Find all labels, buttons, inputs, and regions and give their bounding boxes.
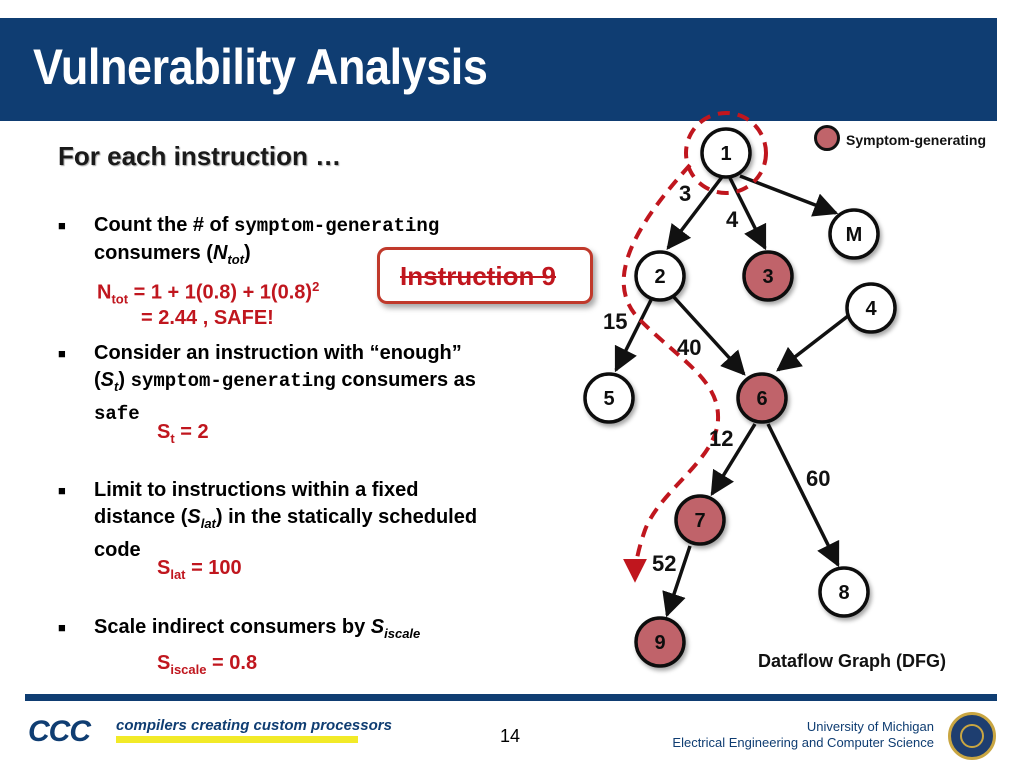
university-name: University of Michigan (806, 719, 934, 734)
node-1 (702, 129, 750, 177)
edge-6-8 (768, 424, 838, 565)
edge-1-2 (668, 177, 722, 248)
department-name: Electrical Engineering and Computer Science (672, 735, 934, 750)
slat-value: $S_{lat} = 100$ (157, 557, 242, 582)
edge-label: 4 (726, 207, 739, 232)
tagline-underline (116, 736, 358, 743)
bullet-limit-distance: Limit to instructions within a fixed distance $(S_{lat})$ in the statically scheduled code (94, 479, 478, 561)
st-value: $S_t = 2$ (157, 421, 209, 446)
svg-text:6: 6 (756, 388, 768, 410)
edge-4-6 (778, 316, 848, 370)
svg-text:7: 7 (694, 510, 706, 532)
node-8 (820, 568, 868, 616)
subheading: For each instruction … (58, 141, 342, 171)
node-2 (636, 252, 684, 300)
svg-text:M: M (845, 224, 863, 246)
svg-text:9: 9 (654, 632, 666, 654)
node-4 (847, 284, 895, 332)
edge-label: 12 (709, 426, 734, 451)
edge-label: 15 (603, 309, 628, 334)
ntot-formula: $N_{tot} = 1 + 1(0.8) + 1(0.8)^2$ (97, 279, 320, 307)
node-9 (636, 618, 684, 666)
node-5 (585, 374, 633, 422)
svg-text:3: 3 (762, 266, 774, 288)
svg-text:4: 4 (865, 298, 877, 320)
edge-label: 40 (677, 335, 702, 360)
svg-text:5: 5 (603, 388, 615, 410)
slide-title: Vulnerability Analysis (33, 39, 488, 95)
node-6 (738, 374, 786, 422)
university-seal (948, 712, 996, 760)
svg-text:1: 1 (720, 143, 732, 165)
footer-tagline: compilers creating custom processors (116, 717, 392, 734)
bullet-marker: ■ (58, 483, 66, 498)
page-number: 14 (500, 726, 521, 746)
bullet-enough-consumers: Consider an instruction with “enough” $(S_t)$ symptom-generating consumers as safe (94, 342, 476, 425)
node-7 (676, 496, 724, 544)
footer-rule (25, 694, 997, 701)
svg-text:2: 2 (654, 266, 666, 288)
callout-label: Instruction 9 (400, 261, 557, 291)
bullet-marker: ■ (58, 620, 66, 635)
ntot-result: = 2.44 , SAFE! (141, 307, 274, 329)
node-M (830, 210, 878, 258)
siscale-value: $S_{iscale} = 0.8$ (157, 652, 258, 677)
legend-label: Symptom-generating (846, 132, 987, 148)
bullet-count-consumers: Count the # of symptom-generating consumers $(N_{tot})$ (94, 214, 440, 267)
bullet-scale-indirect: Scale indirect consumers by $S_{iscale}$ (94, 616, 421, 641)
dfg-caption: Dataflow Graph (DFG) (758, 651, 946, 671)
node-3 (744, 252, 792, 300)
bullet-marker: ■ (58, 346, 66, 361)
edge-label: 60 (806, 466, 831, 491)
svg-text:8: 8 (838, 582, 850, 604)
bullet-marker: ■ (58, 218, 66, 233)
edge-label: 3 (679, 181, 692, 206)
edge-label: 52 (652, 551, 677, 576)
